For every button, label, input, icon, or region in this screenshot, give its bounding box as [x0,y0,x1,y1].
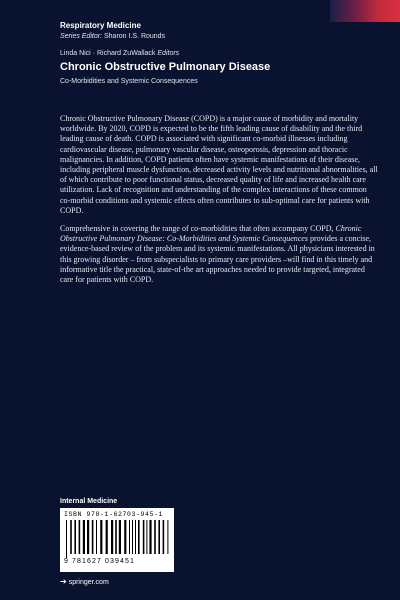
publisher-link[interactable] [60,578,109,586]
barcode-bar [158,520,160,554]
authors-names: Linda Nici · Richard ZuWallack [60,50,156,57]
barcode-bar [87,520,89,554]
barcode-bar [132,520,133,554]
barcode-bar [149,520,151,554]
barcode-bar [135,520,136,554]
barcode-bar [100,520,102,554]
series-editor [60,31,380,42]
authors-line [60,49,380,59]
blurb-paragraph-2-intro: Comprehensive in covering the range of co-morbidities that often accompany COPD, [60,224,336,234]
isbn-text: ISBN 978-1-62703-945-1 [64,511,164,518]
barcode-bar [119,520,121,554]
ean-digits: 9 781627 039451 [64,558,135,565]
barcode-bar [70,520,72,554]
publisher-url: springer.com [68,578,109,586]
barcode-bar [146,520,147,554]
barcode-bar [66,520,67,558]
barcode-bar [79,520,81,554]
barcode-bar [167,520,168,554]
barcode-bar [115,520,117,554]
series-editor-label: Series Editor: [60,33,103,40]
barcode-panel [60,508,174,572]
blurb-paragraph-2 [60,224,378,285]
barcode-bar [138,520,140,554]
cover-header [60,20,380,87]
blurb-paragraph-2-rest: provides a concise, evidence-based review of the problem and its systemic manifestations. All physicians interested in this growing disorder – from subspecialists to primary care providers –will find in this timely and informative title the practical, state-of-the art approaches needed to provide targeted, integrated care for patients with COPD. [60,234,375,285]
barcode-bar [124,520,126,554]
blurb-book-title: Chronic Obstructive Pulmonary Disease: Co-Morbidities and Systemic Consequences [60,224,362,244]
barcode-bar [83,520,85,554]
barcode-bar [111,520,113,554]
barcode-bar [129,520,130,554]
barcode-bar [92,520,94,554]
barcode-bar [154,520,156,554]
book-subtitle: Co-Morbidities and Systemic Consequences [60,78,198,85]
book-title: Chronic Obstructive Pulmonary Disease [60,61,271,73]
category-label: Internal Medicine [60,498,118,505]
corner-accent-bar [330,0,400,22]
barcode-bar [74,520,76,554]
barcode-bar [106,520,108,554]
barcode-bar [96,520,97,554]
barcode-bar [143,520,145,554]
series-editor-name: Sharon I.S. Rounds [103,33,166,40]
blurb-paragraph-1: Chronic Obstructive Pulmonary Disease (COPD) is a major cause of morbidity and mortality worldwide. By 2020, COPD is expected to be the fifth leading cause of disability and the third leading cause of death. COPD is associated with significant co-morbid illnesses including cardiovascular disease, pulmonary vascular disease, osteoporosis, depression and thoracic malignancies. In addition, COPD patients often have systemic manifestations of their disease, including peripheral muscle dysfunction, decreased activity levels and nutritional abnormalities, all of which contribute to poor functional status, decreased quality of life and increased health care utilization. Lack of recognition and understanding of the complex interactions of these common co-morbid conditions and systemic effects often contributes to sub-optimal care for patients with COPD. [60,114,378,215]
authors-role: Editors [157,50,180,57]
barcode-image [64,520,170,558]
series-title: Respiratory Medicine [60,21,141,30]
arrow-right-icon: ➔ [60,577,67,586]
barcode-bar [163,520,165,554]
blurb [60,114,378,293]
